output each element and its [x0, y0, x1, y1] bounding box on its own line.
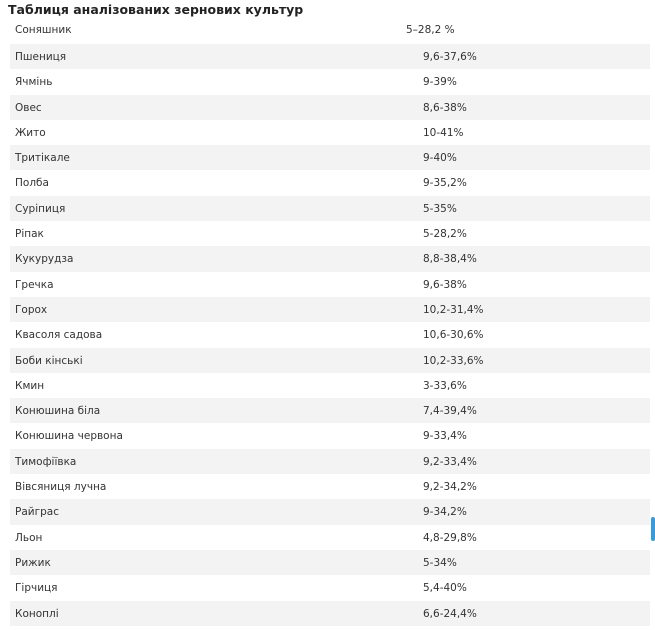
crop-name: Овес: [15, 101, 42, 114]
crop-name: Тритікале: [15, 152, 70, 165]
scrollbar-thumb[interactable]: [651, 517, 655, 541]
table-row: [10, 170, 650, 195]
table-row: [10, 601, 650, 626]
table-row: [10, 69, 650, 94]
crop-name: Коноплі: [15, 607, 59, 620]
table-row: [10, 525, 650, 550]
crop-range: 9,2-33,4%: [423, 455, 477, 468]
crop-name: Ріпак: [15, 228, 44, 241]
crop-range: 8,6-38%: [423, 101, 467, 114]
crop-name: Квасоля садова: [15, 329, 103, 342]
crop-name: Горох: [15, 303, 48, 316]
table-row: [10, 499, 650, 524]
crop-range: 10-41%: [423, 126, 464, 139]
crop-range: 6,6-24,4%: [423, 607, 477, 620]
crop-range: 4,8-29,8%: [423, 531, 477, 544]
table-row: [10, 44, 650, 69]
crop-name: Вівсяниця лучна: [15, 481, 107, 494]
crop-name: Кмин: [15, 379, 45, 392]
crop-name: Боби кінські: [15, 354, 83, 367]
table-row: [10, 221, 650, 246]
crop-range: 9,2-34,2%: [423, 481, 477, 494]
table-row: [10, 398, 650, 423]
crop-range: 3-33,6%: [423, 379, 467, 392]
crop-name: Тимофіївка: [15, 455, 77, 468]
crop-range: 5-34%: [423, 556, 457, 569]
crop-name: Конюшина червона: [15, 430, 123, 443]
table-row: [10, 550, 650, 575]
table-header-row: [10, 20, 650, 41]
table-row: [10, 297, 650, 322]
crop-range: 9-34,2%: [423, 506, 467, 519]
table-row: [10, 474, 650, 499]
crop-name: Полба: [15, 177, 49, 190]
crop-name: Пшениця: [15, 51, 67, 63]
crop-range: 10,2-33,6%: [423, 354, 484, 367]
crop-name: Конюшина біла: [15, 405, 101, 418]
crop-name: Кукурудза: [15, 253, 74, 266]
table-row: [10, 95, 650, 120]
table-row: [10, 449, 650, 474]
crop-name: Гірчиця: [15, 582, 58, 595]
crop-range: 8,8-38,4%: [423, 253, 477, 266]
crop-name: Райграс: [15, 506, 59, 519]
table-row: [10, 246, 650, 271]
crop-name: Рижик: [15, 556, 51, 569]
crop-range: 10,2-31,4%: [423, 303, 484, 316]
table-title: Таблиця аналізованих зернових культур: [8, 2, 304, 17]
table-row: [10, 575, 650, 600]
crop-range: 9-40%: [423, 152, 457, 165]
crop-range: 9-35,2%: [423, 177, 467, 190]
table-row: [10, 145, 650, 170]
crop-name: Суріпиця: [15, 202, 66, 215]
table-row: [10, 196, 650, 221]
crop-range: 9-33,4%: [423, 430, 467, 443]
table-row: [10, 348, 650, 373]
table-row: [10, 373, 650, 398]
crop-name: Льон: [15, 531, 43, 544]
crop-range: 10,6-30,6%: [423, 329, 484, 342]
table-row: [10, 120, 650, 145]
crop-range: 5-28,2%: [423, 228, 467, 241]
crop-range: 9-39%: [423, 76, 457, 89]
crop-range: 5-35%: [423, 202, 457, 215]
crop-range: 9,6-38%: [423, 278, 467, 291]
crop-name: Жито: [15, 126, 46, 139]
table-row: [10, 322, 650, 347]
crop-name: Гречка: [15, 278, 54, 291]
crop-name: Ячмінь: [15, 76, 53, 89]
crop-range: 9,6-37,6%: [423, 51, 477, 63]
crop-range: 7,4-39,4%: [423, 405, 477, 418]
table-row: [10, 272, 650, 297]
crop-table: [10, 44, 650, 626]
table-row: [10, 423, 650, 448]
header-crop-range: 5–28,2 %: [406, 24, 455, 36]
header-crop-name: Соняшник: [15, 24, 72, 36]
crop-range: 5,4-40%: [423, 582, 467, 595]
